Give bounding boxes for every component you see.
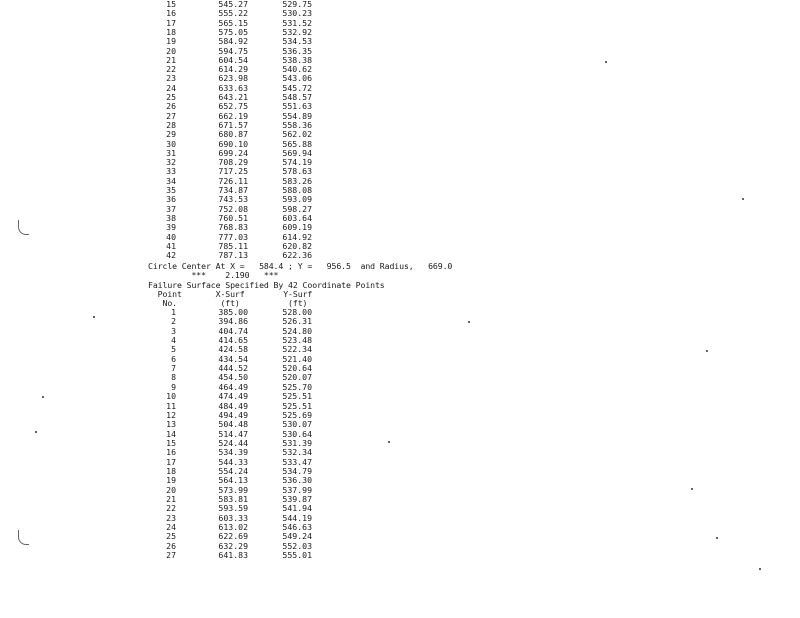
y-surf-cell: 548.57 <box>282 92 312 102</box>
punch-hole-mark <box>18 530 29 545</box>
point-number-cell: 15 <box>166 437 176 448</box>
y-surf-cell: 525.69 <box>282 409 312 420</box>
x-surf-cell: 671.57 <box>218 119 248 130</box>
y-surf-cell: 609.19 <box>282 222 312 233</box>
scan-speck <box>42 396 44 398</box>
x-surf-cell: 614.29 <box>218 64 248 75</box>
y-surf-cell: 528.00 <box>282 307 312 317</box>
x-surf-cell: 603.33 <box>218 512 248 523</box>
x-surf-cell: 604.54 <box>218 54 248 65</box>
point-number-cell: 12 <box>166 409 176 420</box>
point-number-cell: 37 <box>166 203 176 214</box>
x-surf-cell: 690.10 <box>218 138 248 149</box>
y-surf-cell: 544.19 <box>282 512 312 523</box>
y-surf-cell: 593.09 <box>282 194 312 205</box>
point-number-cell: 18 <box>166 465 176 476</box>
x-surf-cell: 444.52 <box>218 363 248 374</box>
y-surf-cell: 545.72 <box>282 82 312 93</box>
x-surf-cell: 777.03 <box>218 231 248 242</box>
x-surf-cell: 787.13 <box>218 250 248 261</box>
y-surf-cell: 552.03 <box>282 540 312 551</box>
point-number-cell: 20 <box>166 484 176 495</box>
x-surf-cell: 632.29 <box>218 540 248 551</box>
x-surf-cell: 708.29 <box>218 157 248 168</box>
point-number-cell: 8 <box>171 372 176 383</box>
point-number-cell: 4 <box>171 335 176 346</box>
y-surf-cell: 522.34 <box>282 344 312 355</box>
scan-speck <box>691 488 693 490</box>
x-surf-cell: 594.75 <box>218 45 248 56</box>
x-surf-cell: 768.83 <box>218 222 248 233</box>
x-surf-cell: 633.63 <box>218 82 248 93</box>
y-surf-cell: 536.30 <box>282 475 312 486</box>
y-surf-cell: 532.92 <box>282 26 312 37</box>
point-number-cell: 7 <box>171 363 176 374</box>
y-surf-cell: 530.64 <box>282 428 312 439</box>
x-surf-cell: 404.74 <box>218 325 248 336</box>
scan-speck <box>388 441 390 443</box>
y-surf-cell: 529.75 <box>282 0 312 9</box>
point-number-cell: 20 <box>166 45 176 56</box>
x-surf-cell: 385.00 <box>218 307 248 317</box>
point-number-cell: 2 <box>171 316 176 327</box>
y-surf-cell: 554.89 <box>282 110 312 121</box>
table-header-units: No. (ft) (ft) <box>148 298 308 308</box>
point-number-cell: 24 <box>166 522 176 533</box>
x-surf-cell: 717.25 <box>218 166 248 177</box>
scan-speck <box>716 537 718 539</box>
y-surf-cell: 532.34 <box>282 447 312 458</box>
point-number-cell: 31 <box>166 147 176 158</box>
y-surf-cell: 525.51 <box>282 400 312 411</box>
point-number-cell: 21 <box>166 494 176 504</box>
point-number-cell: 17 <box>166 456 176 467</box>
point-number-cell: 25 <box>166 92 176 102</box>
x-surf-cell: 662.19 <box>218 110 248 121</box>
x-surf-cell: 622.69 <box>218 531 248 542</box>
x-surf-cell: 613.02 <box>218 522 248 533</box>
y-surf-cell: 578.63 <box>282 166 312 177</box>
point-number-cell: 16 <box>166 8 176 19</box>
x-surf-cell: 484.49 <box>218 400 248 411</box>
x-surf-cell: 785.11 <box>218 240 248 251</box>
x-surf-cell: 524.44 <box>218 437 248 448</box>
y-surf-cell: 562.02 <box>282 129 312 140</box>
point-number-cell: 21 <box>166 54 176 65</box>
x-surf-cell: 583.81 <box>218 494 248 504</box>
point-number-cell: 34 <box>166 175 176 186</box>
point-number-cell: 11 <box>166 400 176 411</box>
y-surf-cell: 603.64 <box>282 212 312 223</box>
x-surf-cell: 752.08 <box>218 203 248 214</box>
point-number-cell: 13 <box>166 419 176 430</box>
y-surf-cell: 541.94 <box>282 503 312 514</box>
point-number-cell: 19 <box>166 475 176 486</box>
circle-center-line: Circle Center At X = 584.4 ; Y = 956.5 and Radius, 669.0 <box>148 261 453 271</box>
y-surf-cell: 555.01 <box>282 550 312 561</box>
point-number-cell: 40 <box>166 231 176 242</box>
point-number-cell: 18 <box>166 26 176 37</box>
y-surf-cell: 523.48 <box>282 335 312 346</box>
x-surf-cell: 564.13 <box>218 475 248 486</box>
x-surf-cell: 544.33 <box>218 456 248 467</box>
x-surf-cell: 593.59 <box>218 503 248 514</box>
x-surf-cell: 464.49 <box>218 381 248 392</box>
y-surf-cell: 569.94 <box>282 147 312 158</box>
scan-speck <box>93 316 95 318</box>
point-number-cell: 32 <box>166 157 176 168</box>
x-surf-cell: 504.48 <box>218 419 248 430</box>
y-surf-cell: 525.51 <box>282 391 312 402</box>
y-surf-cell: 543.06 <box>282 73 312 84</box>
point-number-cell: 28 <box>166 119 176 130</box>
x-surf-cell: 652.75 <box>218 101 248 112</box>
y-surf-cell: 620.82 <box>282 240 312 251</box>
point-number-cell: 42 <box>166 250 176 261</box>
y-surf-cell: 558.36 <box>282 119 312 130</box>
y-surf-cell: 549.24 <box>282 531 312 542</box>
y-surf-cell: 525.70 <box>282 381 312 392</box>
x-surf-cell: 734.87 <box>218 185 248 195</box>
point-number-cell: 27 <box>166 550 176 561</box>
y-surf-cell: 520.64 <box>282 363 312 374</box>
point-number-cell: 19 <box>166 36 176 47</box>
point-number-cell: 26 <box>166 540 176 551</box>
x-surf-cell: 474.49 <box>218 391 248 402</box>
point-number-cell: 3 <box>171 325 176 336</box>
point-number-cell: 16 <box>166 447 176 458</box>
point-number-cell: 39 <box>166 222 176 233</box>
point-number-cell: 5 <box>171 344 176 355</box>
x-surf-cell: 494.49 <box>218 409 248 420</box>
point-number-cell: 14 <box>166 428 176 439</box>
point-number-cell: 15 <box>166 0 176 9</box>
point-number-cell: 23 <box>166 512 176 523</box>
point-number-cell: 27 <box>166 110 176 121</box>
y-surf-cell: 524.80 <box>282 325 312 336</box>
failure-surface-title: Failure Surface Specified By 42 Coordinate Points <box>148 279 385 290</box>
x-surf-cell: 584.92 <box>218 36 248 47</box>
x-surf-cell: 555.22 <box>218 8 248 19</box>
y-surf-cell: 539.87 <box>282 494 312 504</box>
y-surf-cell: 598.27 <box>282 203 312 214</box>
x-surf-cell: 534.39 <box>218 447 248 458</box>
scan-speck <box>468 321 470 323</box>
y-surf-cell: 534.79 <box>282 465 312 476</box>
x-surf-cell: 394.86 <box>218 316 248 327</box>
y-surf-cell: 574.19 <box>282 157 312 168</box>
point-number-cell: 35 <box>166 185 176 195</box>
point-number-cell: 41 <box>166 240 176 251</box>
x-surf-cell: 680.87 <box>218 129 248 140</box>
y-surf-cell: 583.26 <box>282 175 312 186</box>
y-surf-cell: 533.47 <box>282 456 312 467</box>
x-surf-cell: 434.54 <box>218 353 248 364</box>
y-surf-cell: 546.63 <box>282 522 312 533</box>
y-surf-cell: 521.40 <box>282 353 312 364</box>
table-header-point: Point X-Surf Y-Surf <box>148 289 313 299</box>
point-number-cell: 23 <box>166 73 176 84</box>
point-number-cell: 30 <box>166 138 176 149</box>
y-surf-cell: 537.99 <box>282 484 312 495</box>
point-number-cell: 36 <box>166 194 176 205</box>
y-surf-cell: 540.62 <box>282 64 312 75</box>
y-surf-cell: 530.07 <box>282 419 312 430</box>
y-surf-cell: 551.63 <box>282 101 312 112</box>
x-surf-cell: 554.24 <box>218 465 248 476</box>
point-number-cell: 25 <box>166 531 176 542</box>
x-surf-cell: 575.05 <box>218 26 248 37</box>
x-surf-cell: 643.21 <box>218 92 248 102</box>
y-surf-cell: 520.07 <box>282 372 312 383</box>
x-surf-cell: 545.27 <box>218 0 248 9</box>
x-surf-cell: 641.83 <box>218 550 248 561</box>
x-surf-cell: 573.99 <box>218 484 248 495</box>
y-surf-cell: 538.38 <box>282 54 312 65</box>
y-surf-cell: 622.36 <box>282 250 312 261</box>
point-number-cell: 9 <box>171 381 176 392</box>
x-surf-cell: 623.98 <box>218 73 248 84</box>
point-number-cell: 17 <box>166 17 176 28</box>
y-surf-cell: 531.39 <box>282 437 312 448</box>
safety-factor-line: *** 2.190 *** <box>148 270 279 280</box>
point-number-cell: 26 <box>166 101 176 112</box>
x-surf-cell: 514.47 <box>218 428 248 439</box>
x-surf-cell: 414.65 <box>218 335 248 346</box>
x-surf-cell: 760.51 <box>218 212 248 223</box>
point-number-cell: 10 <box>166 391 176 402</box>
x-surf-cell: 565.15 <box>218 17 248 28</box>
scan-speck <box>706 350 708 352</box>
scan-speck <box>605 61 607 63</box>
x-surf-cell: 454.50 <box>218 372 248 383</box>
y-surf-cell: 565.88 <box>282 138 312 149</box>
y-surf-cell: 531.52 <box>282 17 312 28</box>
scan-speck <box>742 198 744 200</box>
point-number-cell: 29 <box>166 129 176 140</box>
y-surf-cell: 534.53 <box>282 36 312 47</box>
scan-speck <box>35 431 37 433</box>
y-surf-cell: 530.23 <box>282 8 312 19</box>
x-surf-cell: 424.58 <box>218 344 248 355</box>
y-surf-cell: 588.08 <box>282 185 312 195</box>
scan-speck <box>759 568 761 570</box>
point-number-cell: 6 <box>171 353 176 364</box>
y-surf-cell: 526.31 <box>282 316 312 327</box>
point-number-cell: 22 <box>166 64 176 75</box>
point-number-cell: 33 <box>166 166 176 177</box>
point-number-cell: 24 <box>166 82 176 93</box>
x-surf-cell: 699.24 <box>218 147 248 158</box>
x-surf-cell: 743.53 <box>218 194 248 205</box>
point-number-cell: 1 <box>171 307 176 317</box>
y-surf-cell: 614.92 <box>282 231 312 242</box>
point-number-cell: 38 <box>166 212 176 223</box>
punch-hole-mark <box>18 220 29 235</box>
point-number-cell: 22 <box>166 503 176 514</box>
x-surf-cell: 726.11 <box>218 175 248 186</box>
y-surf-cell: 536.35 <box>282 45 312 56</box>
